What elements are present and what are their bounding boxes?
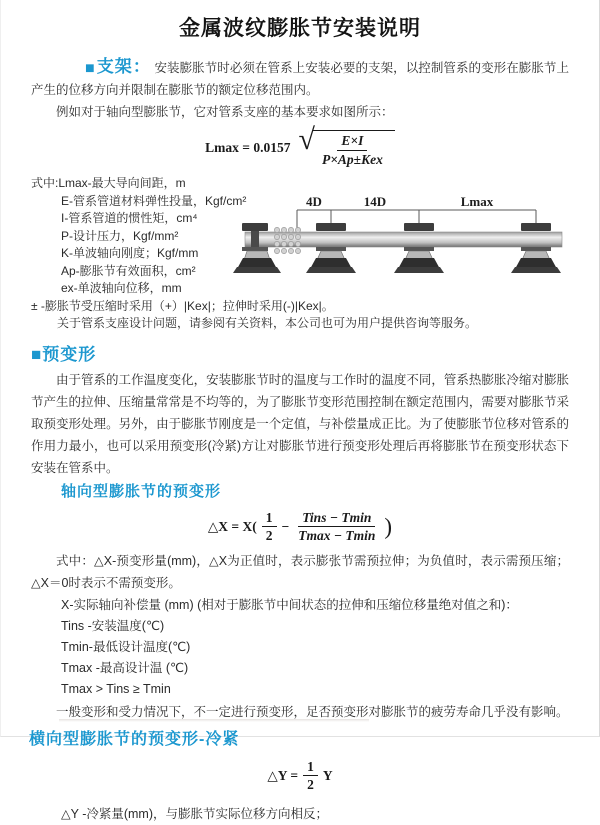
formula-numerator: E×I: [337, 133, 367, 151]
sqrt-glyph: √: [298, 123, 315, 156]
half-numerator: 1: [303, 759, 318, 777]
half-numerator: 1: [262, 510, 277, 528]
dimension-label: Lmax: [460, 194, 494, 209]
formula-rhs: Y: [322, 767, 333, 783]
support-paragraph: [31, 56, 569, 101]
support-heading-text: 支架：: [96, 57, 151, 76]
predeform-paragraph: 由于管系的工作温度变化，安装膨胀节时的温度与工作时的温度不同，管系热膨胀冷缩对膨胀节产生的拉伸、压缩量常常是不均等的，为了膨胀节变形范围控制在额定范围内，需要对膨胀节采取预变形处理。另外，由于膨胀节刚度是一个定值，与补偿量成正比。为了使膨胀节位移对管系的作用力最小，也可以采用预变形(冷紧)方让对膨胀节进行预变形处理后再将膨胀节在预变形状态下安装在管系中。: [31, 372, 569, 475]
predeform-section-heading: [31, 344, 569, 366]
lateral-subtitle: 横向型膨胀节的预变形-冷紧: [29, 730, 240, 748]
list-item: ex-单波轴向位移，mm: [61, 281, 182, 296]
half-denominator: 2: [307, 777, 314, 793]
pipe-flange: [251, 229, 259, 250]
dimension-label: 4D: [306, 194, 322, 209]
support-section-heading: [85, 57, 151, 76]
pipe-support-diagram: [244, 194, 596, 286]
list-item: I-管系管道的惯性矩，cm⁴: [61, 211, 198, 226]
support-intro-text: 安装膨胀节时必须在管系上安装必要的支架，以控制管系的变形在膨胀节上产生的位移方向并限制在膨胀节的额定位移范围内。: [31, 61, 569, 97]
list-item: Ap-膨胀节有效面积，cm²: [61, 263, 196, 278]
x-definition: X-实际轴向补偿量 (mm) (相对于膨胀节中间状态的拉伸和压缩位移量绝对值之和)：: [61, 597, 518, 612]
list-item: K-单波轴向刚度；Kgf/mm: [61, 246, 199, 261]
half-denominator: 2: [265, 528, 273, 544]
axial-note: 一般变形和受力情况下，不一定进行预变形，足否预变形对膨胀节的疲劳寿命几乎没有影响。: [56, 704, 569, 719]
lateral-note: △Y -冷紧量(mm)，与膨胀节实际位移方向相反；: [61, 806, 329, 821]
page-title: 金属波纹膨胀节安装说明: [179, 17, 421, 40]
clipped-text-sliver: [59, 719, 369, 722]
close-paren: ): [384, 514, 393, 540]
support-example-line: 例如对于轴向型膨胀节，它对管系支座的基本要求如图所示：: [56, 105, 394, 119]
pipe-support: [511, 223, 561, 273]
list-item: 关于管系支座设计问题，请参阅有关资料，本公司也可为用户提供咨询等服务。: [57, 316, 478, 331]
minus-sign: −: [281, 518, 290, 534]
formula-denominator: P×Ap±Kex: [321, 151, 383, 167]
guide-spacing-formula: [31, 123, 569, 167]
lateral-formula: [31, 759, 569, 793]
axial-explain: 式中：△X-预变形量(mm)，△X为正值时，表示膨张节需预拉伸；为负值时，表示需预压缩；△X＝0时表示不需预变形。: [31, 553, 569, 590]
formula-lhs: Lmax = 0.0157: [205, 139, 291, 155]
formula-lhs: △Y =: [267, 767, 299, 783]
radical-sign: [298, 123, 395, 167]
axial-subtitle: 轴向型膨胀节的预变形: [61, 482, 222, 500]
formula-lhs: △X = X(: [207, 518, 257, 534]
dimension-label: 14D: [363, 194, 387, 209]
formula-numerator: Tins − Tmin: [298, 510, 375, 528]
blue-square-bullet-icon: ■: [31, 344, 43, 364]
formula-denominator: Tmax − Tmin: [298, 528, 376, 544]
pipe-support: [306, 223, 356, 273]
blue-square-bullet-icon: ■: [85, 60, 96, 77]
list-item: P-设计压力，Kgf/mm²: [61, 228, 179, 243]
list-item: Tmin-最低设计温度(℃): [61, 639, 191, 654]
list-item: E-管系管道材料弹性投量，Kgf/cm²: [61, 193, 247, 208]
pipe-support: [394, 223, 444, 273]
list-item: Tmax > Tins ≥ Tmin: [61, 681, 171, 696]
list-item: Tins -安装温度(℃): [61, 618, 165, 633]
temperature-definitions-list: [61, 617, 569, 699]
list-item: 式中:Lmax-最大导向间距，m: [31, 176, 186, 191]
list-item: ± -膨胀节受压缩时采用（+）|Kex|；拉伸时采用(-)|Kex|。: [31, 298, 334, 313]
axial-formula: [31, 510, 569, 544]
predeform-heading-text: 预变形: [42, 344, 97, 364]
list-item: Tmax -最高设计温 (℃): [61, 660, 189, 675]
